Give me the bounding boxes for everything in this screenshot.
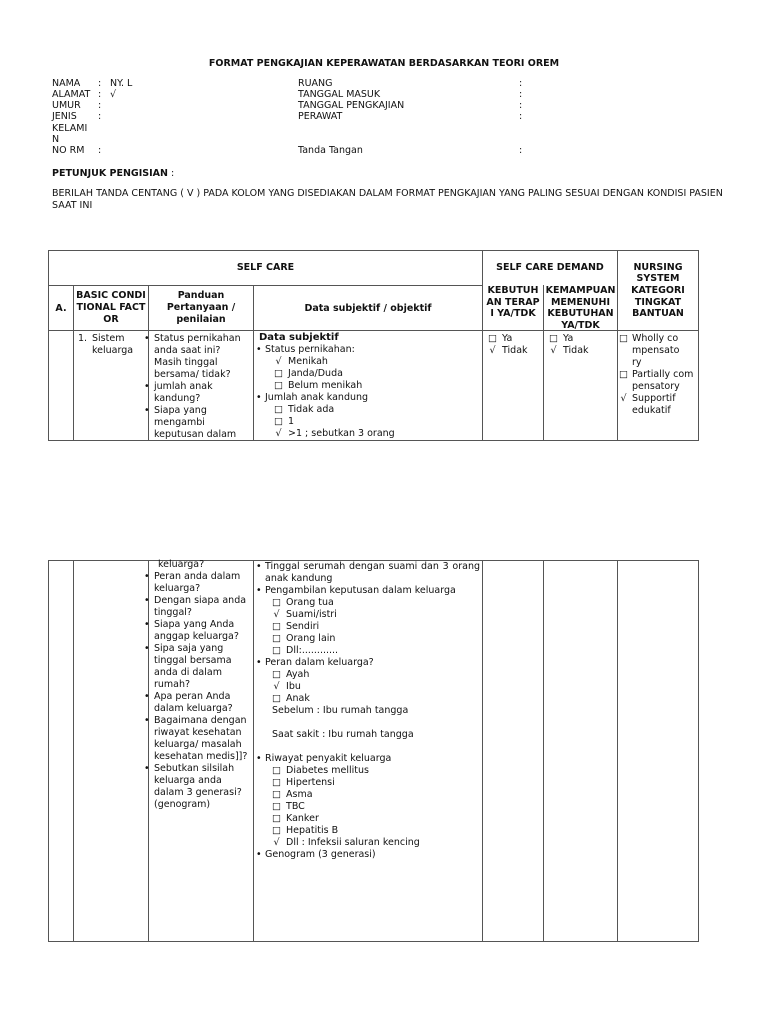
panduan-item: • Siapa yang Anda anggap keluarga?	[142, 619, 250, 643]
checkmark-icon: √	[489, 345, 496, 356]
checkmark-icon: √	[620, 393, 627, 404]
status-option-belum	[254, 380, 482, 392]
peran-saat-sakit: Saat sakit : Ibu rumah tangga	[272, 729, 414, 740]
checkbox-icon: □	[272, 813, 281, 824]
checkbox-icon: □	[272, 693, 281, 704]
checkbox-icon: □	[274, 404, 283, 415]
checkmark-icon: √	[550, 345, 557, 356]
ruang-label: RUANG	[298, 78, 333, 89]
panduan-item: • Peran anda dalam keluarga?	[142, 571, 250, 595]
checkmark-icon: √	[275, 428, 282, 439]
tinggal-serumah: • Tinggal serumah dengan suami dan 3 orang anak kandung	[254, 561, 480, 585]
kategori-options	[617, 333, 698, 440]
checkbox-icon: □	[549, 333, 558, 344]
panduan-item: • Bagaimana dengan riwayat kesehatan keluarga/ masalah kesehatan medis]]?	[142, 715, 250, 763]
option-orang-lain	[254, 633, 480, 645]
panduan-list-1	[142, 333, 250, 440]
option-label: Hepatitis B	[286, 825, 339, 836]
panduan-header: Panduan Pertanyaan / penilaian	[166, 290, 236, 325]
option-label: Tidak ada	[288, 404, 335, 415]
norm-label: NO RM	[52, 145, 85, 156]
kemampuan-header: KEMAMPUAN MEMENUHI KEBUTUHAN YA/TDK	[545, 285, 616, 331]
tanda-tangan-label: Tanda Tangan	[298, 145, 363, 156]
option-label: Ya	[502, 333, 513, 344]
checkmark-icon: √	[275, 356, 282, 367]
checkbox-icon: □	[272, 789, 281, 800]
jenis-label-2: KELAMI	[52, 123, 88, 134]
option-label: Supportif edukatif	[632, 393, 676, 416]
option-label: TBC	[286, 801, 305, 812]
panduan-item: • Sebutkan silsilah keluarga anda dalam 3 generasi? (genogram)	[142, 763, 250, 811]
instructions-heading-text: PETUNJUK PENGISIAN	[52, 168, 168, 179]
kategori-wholly	[617, 333, 682, 369]
checkbox-icon: □	[619, 369, 628, 380]
option-label: Sendiri	[286, 621, 320, 632]
checkbox-icon: □	[272, 633, 281, 644]
alamat-value: √	[110, 89, 117, 100]
data-subjektif-cell-1	[254, 332, 482, 440]
option-dll-infeksi	[254, 837, 480, 849]
checkbox-icon: □	[274, 368, 283, 379]
tanggal-pengkajian-label: TANGGAL PENGKAJIAN	[298, 100, 405, 111]
option-ayah	[254, 669, 480, 681]
col-a-header: A.	[55, 303, 67, 314]
option-label: 1	[288, 416, 295, 427]
pengambilan-keputusan-label: • Pengambilan keputusan dalam keluarga	[254, 585, 480, 597]
option-label: Dll : Infeksii saluran kencing	[286, 837, 420, 848]
nama-label: NAMA	[52, 78, 81, 89]
option-label: Kanker	[286, 813, 319, 824]
option-label: Ya	[563, 333, 574, 344]
colon: :	[519, 78, 523, 89]
genogram-label: • Genogram (3 generasi)	[254, 849, 480, 861]
panduan-item: • Status pernikahan anda saat ini? Masih tinggal bersama/ tidak?	[142, 333, 250, 381]
kebutuhan-tidak	[486, 345, 542, 357]
data-subjektif-cell-2	[254, 561, 480, 861]
tanggal-masuk-label: TANGGAL MASUK	[298, 89, 381, 100]
umur-label: UMUR	[52, 100, 81, 111]
checkmark-icon: √	[273, 837, 280, 848]
option-kanker	[254, 813, 480, 825]
instructions-heading-colon: :	[167, 168, 175, 179]
colon: :	[519, 89, 523, 100]
jenis-label-3: N	[52, 134, 60, 145]
panduan-item: • Dengan siapa anda tinggal?	[142, 595, 250, 619]
kategori-header: KATEGORI TINGKAT BANTUAN	[631, 285, 685, 319]
checkbox-icon: □	[272, 645, 281, 656]
colon: :	[519, 100, 523, 111]
option-label: Orang tua	[286, 597, 334, 608]
checkmark-icon: √	[273, 609, 280, 620]
checkmark-icon: √	[273, 681, 280, 692]
data-subjektif-heading: Data subjektif	[259, 332, 339, 343]
jumlah-anak-label: • Jumlah anak kandung	[254, 392, 482, 404]
jumlah-option-tidak-ada	[254, 404, 482, 416]
data-subjektif-objektif-header: Data subjektif / objektif	[304, 303, 432, 314]
panduan-item: • Apa peran Anda dalam keluarga?	[142, 691, 250, 715]
peran-label: • Peran dalam keluarga?	[254, 657, 480, 669]
instructions-heading	[52, 168, 174, 180]
item-number: 1.	[78, 333, 88, 344]
panduan-item: • Siapa yang mengambi keputusan dalam	[142, 405, 250, 440]
checkbox-icon: □	[272, 801, 281, 812]
option-label: Tidak	[563, 345, 589, 356]
nursing-system-header: NURSING SYSTEM	[633, 262, 683, 284]
option-label: Menikah	[288, 356, 328, 367]
colon: :	[98, 145, 102, 156]
page-title: FORMAT PENGKAJIAN KEPERAWATAN BERDASARKAN TEORI OREM	[208, 58, 560, 69]
option-hepatitis	[254, 825, 480, 837]
option-label: Diabetes mellitus	[286, 765, 369, 776]
option-tbc	[254, 801, 480, 813]
nama-value: NY. L	[110, 78, 133, 89]
option-label: Ayah	[286, 669, 310, 680]
jenis-label: JENIS	[52, 111, 77, 122]
checkbox-icon: □	[488, 333, 497, 344]
option-label: Asma	[286, 789, 313, 800]
basic-conditional-header: BASIC CONDITIONAL FACTOR	[76, 290, 146, 325]
checkbox-icon: □	[272, 765, 281, 776]
colon: :	[519, 145, 523, 156]
option-diabetes	[254, 765, 480, 777]
kebutuhan-ya	[486, 333, 542, 345]
panduan-item: • jumlah anak kandung?	[142, 381, 250, 405]
colon: :	[98, 100, 102, 111]
kebutuhan-terapi-header: KEBUTUHAN TERAPI YA/TDK	[486, 285, 540, 319]
status-option-menikah	[254, 356, 482, 368]
option-dll	[254, 645, 480, 657]
instructions-line-1: BERILAH TANDA CENTANG ( V ) PADA KOLOM YANG DISEDIAKAN DALAM FORMAT PENGKAJIAN YANG PALING SESUAI DENGAN KONDISI PASIEN	[52, 188, 723, 199]
instructions-line-2: SAAT INI	[52, 200, 93, 211]
status-option-janda	[254, 368, 482, 380]
panduan-item: • Sipa saja yang tinggal bersama anda di dalam rumah?	[142, 643, 250, 691]
colon: :	[98, 78, 102, 89]
colon: :	[98, 89, 102, 100]
panduan-continuation: keluarga?	[158, 559, 205, 570]
option-label: Janda/Duda	[288, 368, 343, 379]
checkbox-icon: □	[272, 669, 281, 680]
item-label: Sistem keluarga	[92, 333, 134, 356]
option-label: Suami/istri	[286, 609, 337, 620]
checkbox-icon: □	[272, 597, 281, 608]
checkbox-icon: □	[619, 333, 628, 344]
kategori-supportif	[617, 393, 682, 417]
perawat-label: PERAWAT	[298, 111, 343, 122]
option-label: Dll:............	[286, 645, 339, 656]
riwayat-label: • Riwayat penyakit keluarga	[254, 753, 480, 765]
option-label: >1 ; sebutkan 3 orang	[288, 428, 395, 439]
kemampuan-ya	[547, 333, 615, 345]
peran-sebelum: Sebelum : Ibu rumah tangga	[272, 705, 409, 716]
option-sendiri	[254, 621, 480, 633]
option-asma	[254, 789, 480, 801]
self-care-header: SELF CARE	[236, 262, 295, 273]
kebutuhan-options	[486, 333, 542, 357]
kemampuan-options	[547, 333, 615, 357]
option-anak	[254, 693, 480, 705]
self-care-demand-header: SELF CARE DEMAND	[496, 262, 604, 273]
jumlah-option-1	[254, 416, 482, 428]
checkbox-icon: □	[274, 416, 283, 427]
status-pernikahan-label: • Status pernikahan:	[254, 344, 482, 356]
option-suami-istri	[254, 609, 480, 621]
option-label: Ibu	[286, 681, 301, 692]
colon: :	[519, 111, 523, 122]
checkbox-icon: □	[272, 777, 281, 788]
option-label: Wholly compensatory	[632, 333, 680, 368]
alamat-label: ALAMAT	[52, 89, 91, 100]
panduan-list-2	[142, 559, 250, 859]
option-label: Hipertensi	[286, 777, 335, 788]
option-label: Partially compensatory	[632, 369, 694, 392]
option-label: Tidak	[502, 345, 528, 356]
option-hipertensi	[254, 777, 480, 789]
checkbox-icon: □	[272, 825, 281, 836]
option-label: Belum menikah	[288, 380, 363, 391]
colon: :	[98, 111, 102, 122]
kemampuan-tidak	[547, 345, 615, 357]
option-ibu	[254, 681, 480, 693]
option-orang-tua	[254, 597, 480, 609]
checkbox-icon: □	[272, 621, 281, 632]
option-label: Orang lain	[286, 633, 336, 644]
kategori-partially	[617, 369, 694, 393]
option-label: Anak	[286, 693, 310, 704]
jumlah-option-more	[254, 428, 482, 440]
checkbox-icon: □	[274, 380, 283, 391]
